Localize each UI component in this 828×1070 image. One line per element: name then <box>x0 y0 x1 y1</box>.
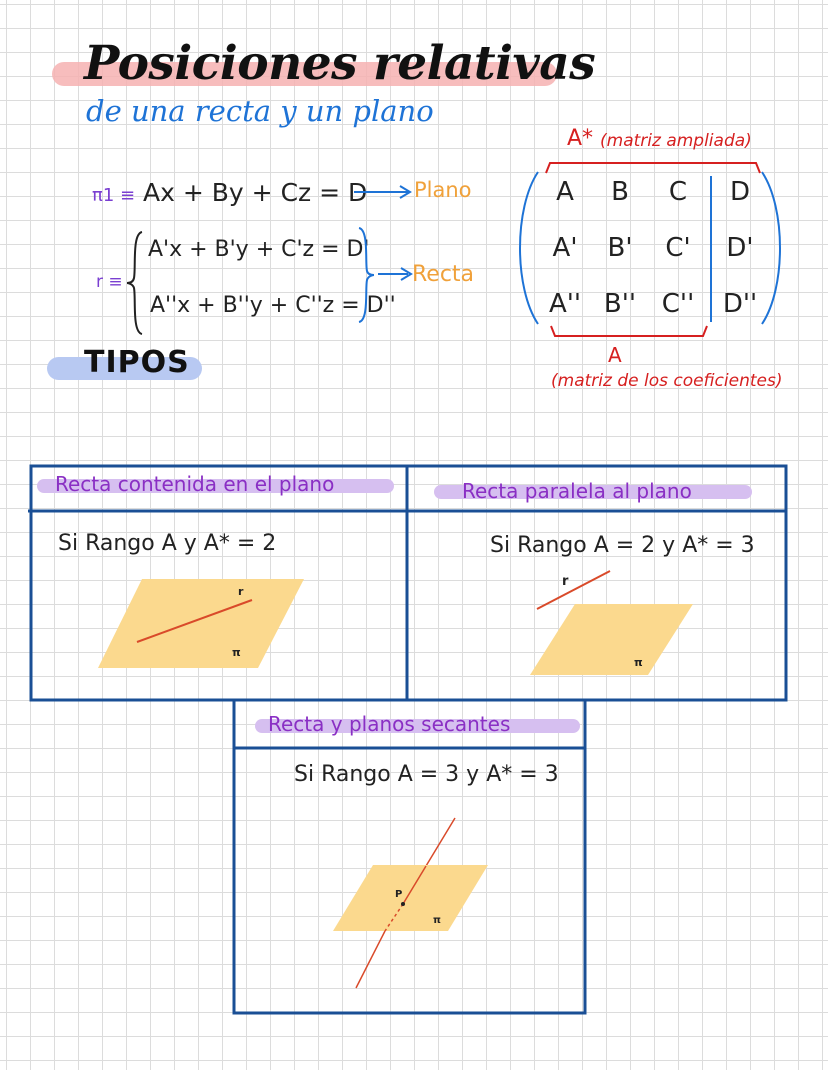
case1-condition: Si Rango A y A* = 2 <box>58 531 277 556</box>
case2-plane-label: π <box>634 656 643 669</box>
matrix-cell: B' <box>607 233 633 263</box>
matrix-cell: C <box>668 177 688 207</box>
case2-heading: Recta paralela al plano <box>462 479 692 503</box>
plane-equation-text: Ax + By + Cz = D <box>143 178 368 207</box>
line-symbol: r ≡ <box>96 272 123 292</box>
case1-line-label: r <box>238 585 244 598</box>
line-equation-1: A'x + B'y + C'z = D' <box>148 237 370 262</box>
line-label: Recta <box>412 262 475 287</box>
case3-plane-label: π <box>433 915 441 926</box>
case3-line-upper <box>426 818 455 866</box>
extended-matrix-desc: (matriz ampliada) <box>600 131 752 151</box>
matrix-cell: B'' <box>603 289 637 319</box>
case1-heading: Recta contenida en el plano <box>55 472 335 496</box>
matrix-cell: C' <box>665 233 691 263</box>
matrix-cell: D <box>729 177 751 207</box>
matrix-cell: A' <box>552 233 578 263</box>
plane-label: Plano <box>414 178 472 202</box>
case2-condition: Si Rango A = 2 y A* = 3 <box>490 533 755 558</box>
case3-condition: Si Rango A = 3 y A* = 3 <box>294 762 559 787</box>
case3-point-label: P <box>395 889 403 900</box>
matrix-cell: D'' <box>722 289 758 319</box>
case3-plane <box>333 865 488 931</box>
extended-matrix-label: A* <box>567 126 594 151</box>
case1-plane-label: π <box>232 646 241 659</box>
case3-line-lower <box>356 931 385 988</box>
case3-heading: Recta y planos secantes <box>268 712 511 736</box>
matrix-cell: A <box>556 177 574 207</box>
page-title: Posiciones relativas <box>84 36 596 91</box>
page-subtitle: de una recta y un plano <box>86 94 434 128</box>
matrix-cell: B <box>611 177 629 207</box>
line-equation-2: A''x + B''y + C''z = D'' <box>150 293 396 318</box>
case2-line-label: r <box>562 574 569 589</box>
plane-symbol: π1 ≡ <box>92 185 136 206</box>
matrix-cell: A'' <box>548 289 582 319</box>
matrix-cell: C'' <box>661 289 695 319</box>
coefficient-matrix-label: A <box>608 343 622 367</box>
case3-point <box>401 902 405 906</box>
section-heading-tipos: TIPOS <box>84 345 190 380</box>
coefficient-matrix-desc: (matriz de los coeficientes) <box>551 371 783 391</box>
matrix-cell: D' <box>726 233 754 263</box>
